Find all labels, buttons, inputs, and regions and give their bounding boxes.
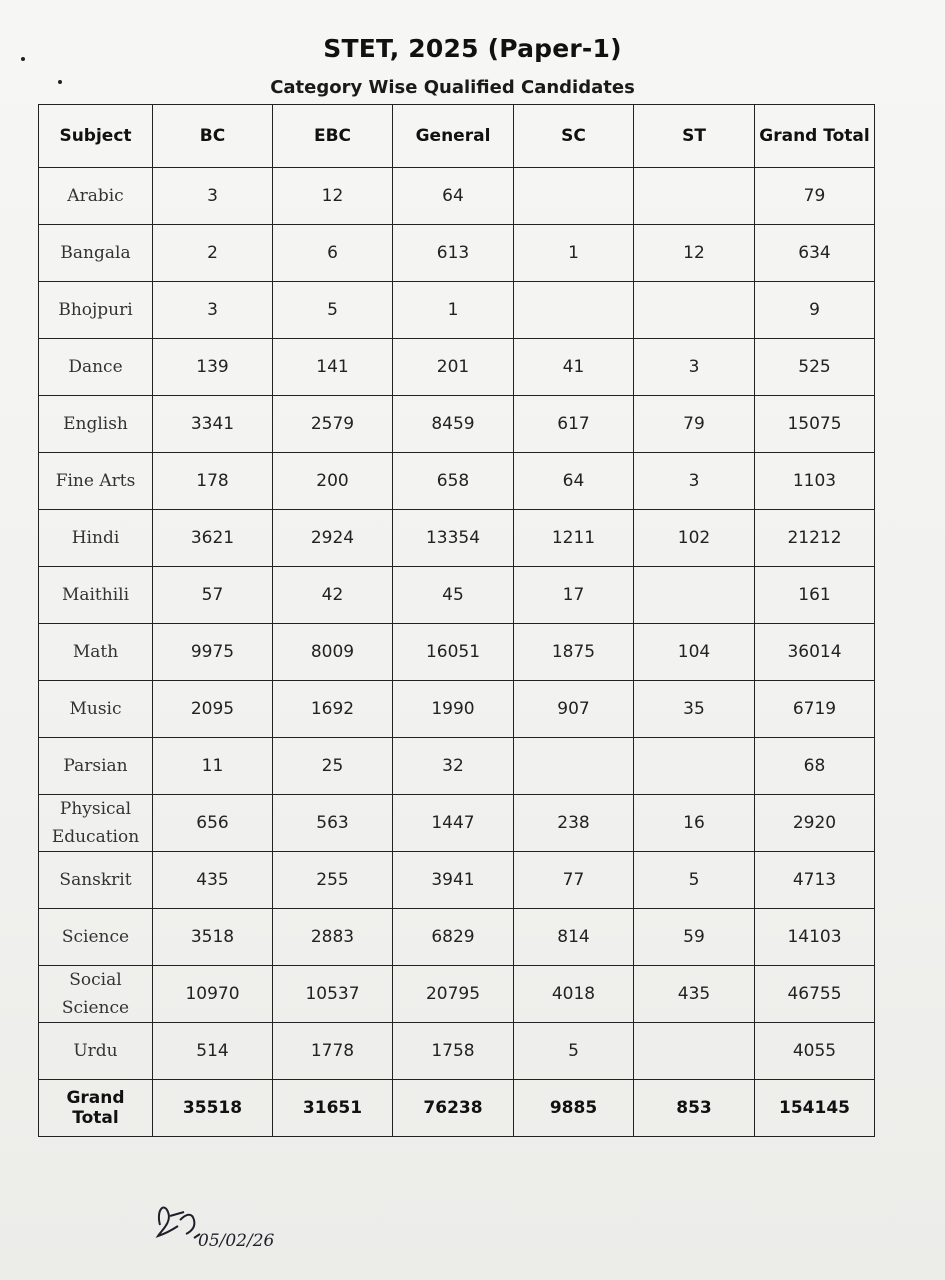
- signature-date: 05/02/26: [198, 1231, 275, 1251]
- table-row: [39, 738, 875, 795]
- bc-cell: 2095: [153, 681, 273, 738]
- ebc-cell: 42: [273, 567, 393, 624]
- grand-total-cell: 4055: [755, 1023, 875, 1080]
- st-cell: 79: [634, 396, 755, 453]
- grand-total-cell: 2920: [755, 795, 875, 852]
- st-cell: 12: [634, 225, 755, 282]
- general-cell: 1: [393, 282, 514, 339]
- sc-cell: 64: [514, 453, 634, 510]
- bc-cell: 178: [153, 453, 273, 510]
- general-cell: 3941: [393, 852, 514, 909]
- grand-total-cell: 4713: [755, 852, 875, 909]
- table-row: [39, 168, 875, 225]
- qualified-candidates-table: [38, 104, 875, 1137]
- grand-total-row: [39, 1080, 875, 1137]
- subject-cell: Sanskrit: [39, 852, 153, 909]
- sc-cell: 238: [514, 795, 634, 852]
- st-cell: 5: [634, 852, 755, 909]
- general-cell: 6829: [393, 909, 514, 966]
- st-cell: [634, 738, 755, 795]
- grand-total-cell: 36014: [755, 624, 875, 681]
- column-header-bc: BC: [153, 105, 273, 168]
- bc-cell: 435: [153, 852, 273, 909]
- ebc-cell: 25: [273, 738, 393, 795]
- st-cell: 16: [634, 795, 755, 852]
- grand-total-cell: 1103: [755, 453, 875, 510]
- general-cell: 32: [393, 738, 514, 795]
- bc-cell: 514: [153, 1023, 273, 1080]
- general-cell: 64: [393, 168, 514, 225]
- page-title: STET, 2025 (Paper-1): [323, 34, 622, 63]
- ebc-cell: 141: [273, 339, 393, 396]
- table-row: [39, 852, 875, 909]
- st-cell: 59: [634, 909, 755, 966]
- table-row: [39, 909, 875, 966]
- general-cell: 1447: [393, 795, 514, 852]
- general-cell: 8459: [393, 396, 514, 453]
- grand-total-overall-cell: 154145: [755, 1080, 875, 1137]
- st-cell: 3: [634, 453, 755, 510]
- st-cell: 104: [634, 624, 755, 681]
- column-header-subject: Subject: [39, 105, 153, 168]
- bc-cell: 656: [153, 795, 273, 852]
- table-row: [39, 966, 875, 1023]
- subject-cell: Dance: [39, 339, 153, 396]
- subject-cell: Maithili: [39, 567, 153, 624]
- column-header-ebc: EBC: [273, 105, 393, 168]
- ebc-cell: 255: [273, 852, 393, 909]
- st-cell: [634, 168, 755, 225]
- sc-cell: [514, 738, 634, 795]
- sc-cell: 1211: [514, 510, 634, 567]
- ebc-cell: 2883: [273, 909, 393, 966]
- sc-cell: 1: [514, 225, 634, 282]
- table-row: [39, 567, 875, 624]
- subject-cell: Math: [39, 624, 153, 681]
- table-row: [39, 453, 875, 510]
- column-header-st: ST: [634, 105, 755, 168]
- subject-cell: Social Science: [39, 966, 153, 1023]
- bc-cell: 139: [153, 339, 273, 396]
- grand-total-label-cell: Grand Total: [39, 1080, 153, 1137]
- subject-cell: Urdu: [39, 1023, 153, 1080]
- general-cell: 13354: [393, 510, 514, 567]
- grand-total-cell: 68: [755, 738, 875, 795]
- handwritten-signature: [150, 1190, 320, 1265]
- ebc-cell: 6: [273, 225, 393, 282]
- grand-total-cell: 525: [755, 339, 875, 396]
- bc-cell: 3621: [153, 510, 273, 567]
- grand-total-cell: 9: [755, 282, 875, 339]
- general-cell: 201: [393, 339, 514, 396]
- ebc-cell: 200: [273, 453, 393, 510]
- table-row: [39, 624, 875, 681]
- ebc-cell: 1692: [273, 681, 393, 738]
- sc-cell: 814: [514, 909, 634, 966]
- ebc-cell: 12: [273, 168, 393, 225]
- subject-cell: Music: [39, 681, 153, 738]
- sc-cell: [514, 168, 634, 225]
- table-row: [39, 396, 875, 453]
- sc-cell: 41: [514, 339, 634, 396]
- sc-cell: 5: [514, 1023, 634, 1080]
- column-header-general: General: [393, 105, 514, 168]
- general-cell: 16051: [393, 624, 514, 681]
- subject-cell: Physical Education: [39, 795, 153, 852]
- ebc-cell: 563: [273, 795, 393, 852]
- column-header-sc: SC: [514, 105, 634, 168]
- general-cell: 45: [393, 567, 514, 624]
- bc-cell: 9975: [153, 624, 273, 681]
- general-cell: 1758: [393, 1023, 514, 1080]
- st-cell: [634, 1023, 755, 1080]
- bc-cell: 57: [153, 567, 273, 624]
- st-cell: [634, 567, 755, 624]
- bc-cell: 3: [153, 282, 273, 339]
- grand-total-cell: 15075: [755, 396, 875, 453]
- ebc-cell: 8009: [273, 624, 393, 681]
- ebc-cell: 2579: [273, 396, 393, 453]
- subject-cell: Arabic: [39, 168, 153, 225]
- grand-total-cell: 21212: [755, 510, 875, 567]
- grand-total-cell: 634: [755, 225, 875, 282]
- bc-cell: 3518: [153, 909, 273, 966]
- general-cell: 658: [393, 453, 514, 510]
- st-cell: 3: [634, 339, 755, 396]
- subject-cell: Bangala: [39, 225, 153, 282]
- subject-cell: Science: [39, 909, 153, 966]
- bc-cell: 3: [153, 168, 273, 225]
- table-row: [39, 282, 875, 339]
- grand-total-cell: 6719: [755, 681, 875, 738]
- sc-cell: 17: [514, 567, 634, 624]
- table-header-row: [39, 105, 875, 168]
- sc-cell: 617: [514, 396, 634, 453]
- sc-cell: 4018: [514, 966, 634, 1023]
- page-subtitle: Category Wise Qualified Candidates: [270, 77, 635, 98]
- bc-cell: 3341: [153, 396, 273, 453]
- grand-total-ebc-cell: 31651: [273, 1080, 393, 1137]
- ebc-cell: 5: [273, 282, 393, 339]
- ebc-cell: 2924: [273, 510, 393, 567]
- table-row: [39, 795, 875, 852]
- subject-cell: Parsian: [39, 738, 153, 795]
- table-row: [39, 681, 875, 738]
- grand-total-cell: 46755: [755, 966, 875, 1023]
- grand-total-cell: 161: [755, 567, 875, 624]
- subject-cell: Bhojpuri: [39, 282, 153, 339]
- table-body: [39, 168, 875, 1137]
- grand-total-sc-cell: 9885: [514, 1080, 634, 1137]
- table-row: [39, 339, 875, 396]
- ebc-cell: 10537: [273, 966, 393, 1023]
- subject-cell: Hindi: [39, 510, 153, 567]
- general-cell: 1990: [393, 681, 514, 738]
- grand-total-st-cell: 853: [634, 1080, 755, 1137]
- st-cell: 435: [634, 966, 755, 1023]
- grand-total-cell: 79: [755, 168, 875, 225]
- general-cell: 20795: [393, 966, 514, 1023]
- general-cell: 613: [393, 225, 514, 282]
- bc-cell: 11: [153, 738, 273, 795]
- sc-cell: 77: [514, 852, 634, 909]
- st-cell: 102: [634, 510, 755, 567]
- st-cell: 35: [634, 681, 755, 738]
- grand-total-general-cell: 76238: [393, 1080, 514, 1137]
- table-row: [39, 1023, 875, 1080]
- table-row: [39, 225, 875, 282]
- sc-cell: 907: [514, 681, 634, 738]
- column-header-grand-total: Grand Total: [755, 105, 875, 168]
- sc-cell: [514, 282, 634, 339]
- bc-cell: 2: [153, 225, 273, 282]
- st-cell: [634, 282, 755, 339]
- grand-total-cell: 14103: [755, 909, 875, 966]
- ebc-cell: 1778: [273, 1023, 393, 1080]
- subject-cell: English: [39, 396, 153, 453]
- grand-total-bc-cell: 35518: [153, 1080, 273, 1137]
- sc-cell: 1875: [514, 624, 634, 681]
- table-row: [39, 510, 875, 567]
- bc-cell: 10970: [153, 966, 273, 1023]
- subject-cell: Fine Arts: [39, 453, 153, 510]
